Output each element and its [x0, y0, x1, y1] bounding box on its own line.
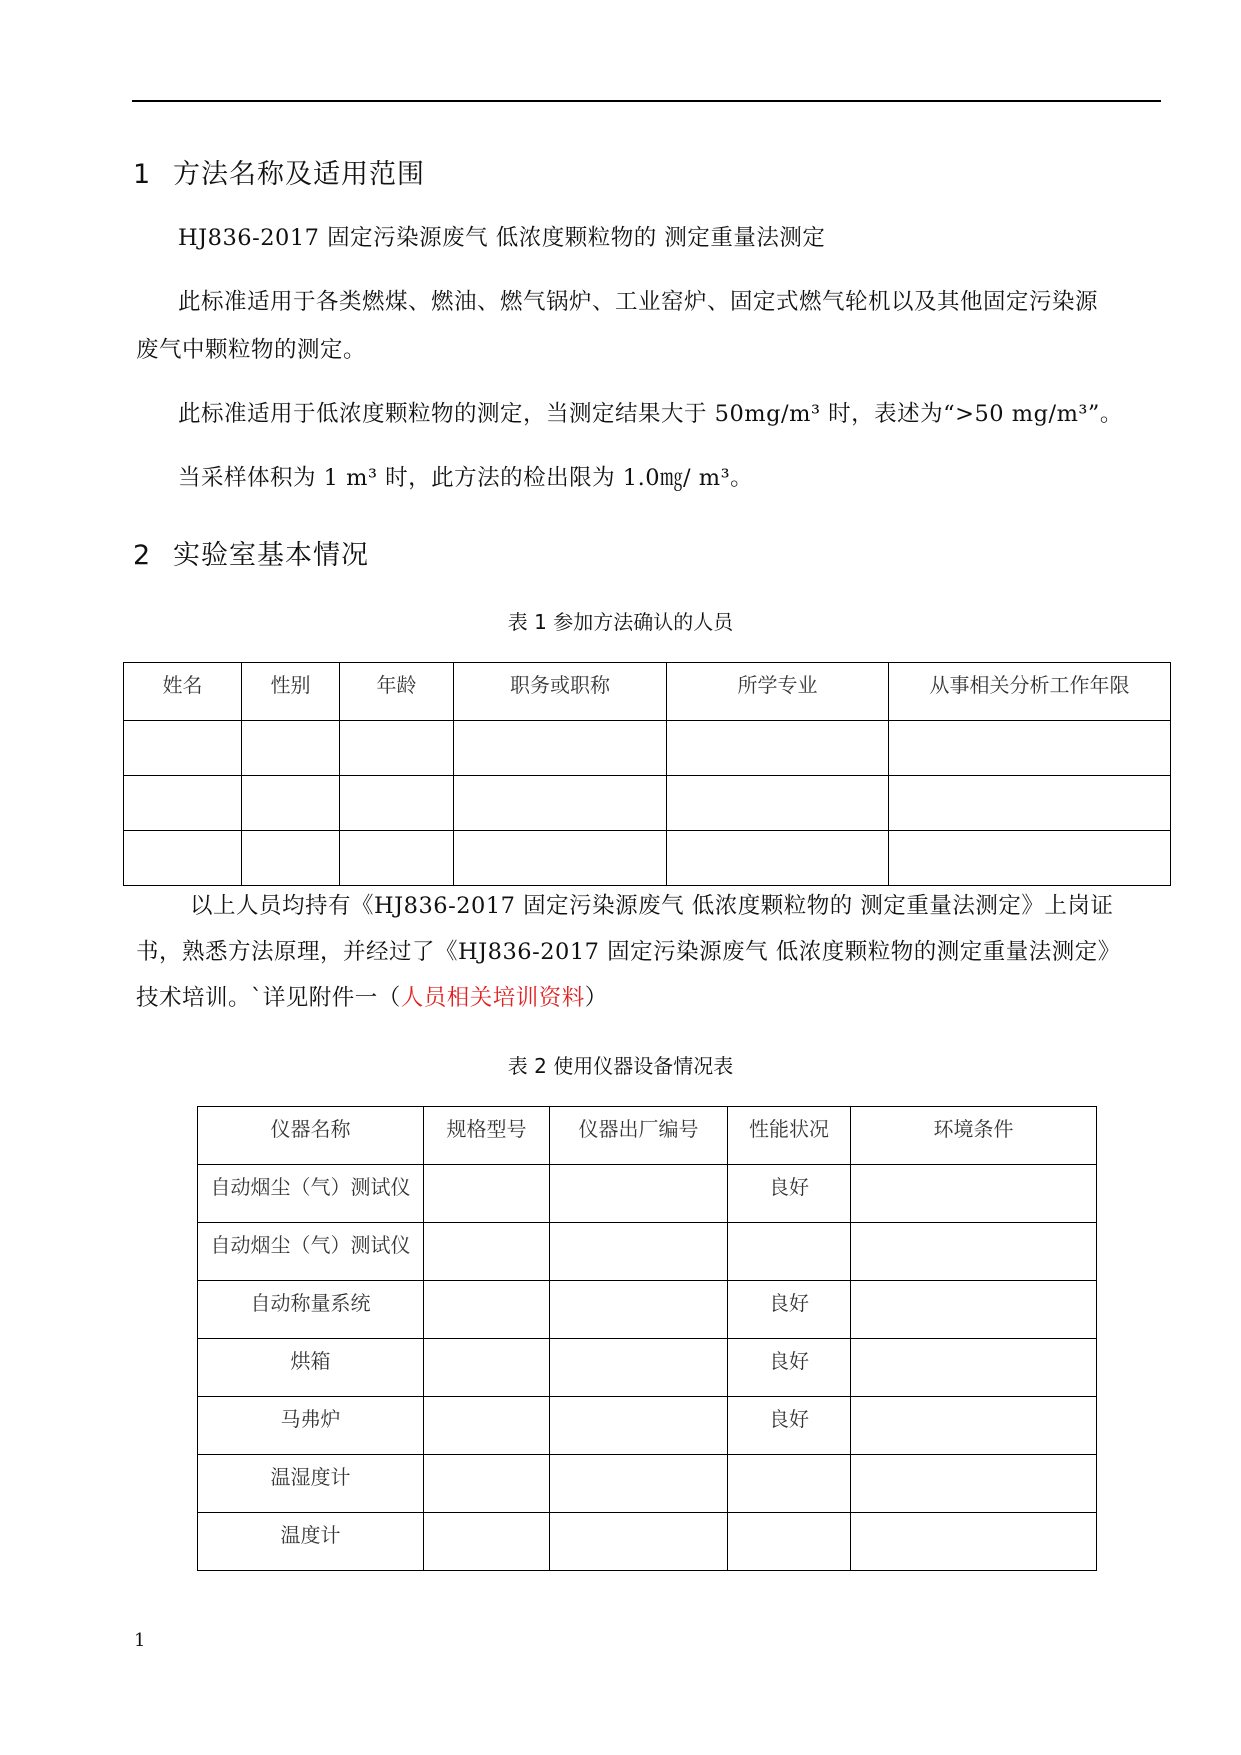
detection-limit-paragraph: 当采样体积为 1 m³ 时，此方法的检出限为 1.0㎎/ m³。	[178, 465, 754, 491]
table-cell	[124, 721, 242, 776]
table-cell	[851, 1455, 1097, 1513]
table-cell	[242, 831, 340, 886]
table-cell	[851, 1281, 1097, 1339]
personnel-note-line3	[136, 974, 1166, 1022]
table-1-caption: 表 1 参加方法确认的人员	[507, 610, 734, 634]
table-2-caption: 表 2 使用仪器设备情况表	[507, 1054, 734, 1078]
table-row	[124, 831, 1171, 886]
column-header: 仪器名称	[198, 1107, 424, 1165]
table-row	[198, 1513, 1097, 1571]
table-cell	[124, 776, 242, 831]
table-cell	[454, 776, 667, 831]
performance-status: 良好	[728, 1165, 851, 1223]
table-row	[124, 721, 1171, 776]
scope-paragraph-concentration: 此标准适用于低浓度颗粒物的测定，当测定结果大于 50mg/m³ 时，表述为“>50 mg/m³”。	[178, 401, 1123, 427]
table-cell	[550, 1281, 728, 1339]
instrument-name: 马弗炉	[198, 1397, 424, 1455]
table-cell	[424, 1281, 550, 1339]
table-row	[198, 1281, 1097, 1339]
column-header: 从事相关分析工作年限	[889, 663, 1171, 721]
table-cell	[550, 1165, 728, 1223]
table-header-row	[198, 1107, 1097, 1165]
table-cell	[454, 721, 667, 776]
performance-status: 良好	[728, 1281, 851, 1339]
instrument-name: 温湿度计	[198, 1455, 424, 1513]
personnel-note-text: 技术培训。`详见附件一（	[136, 985, 401, 1011]
performance-status	[728, 1513, 851, 1571]
table-cell	[424, 1165, 550, 1223]
scope-paragraph-line2: 废气中颗粒物的测定。	[136, 337, 367, 363]
table-cell	[242, 776, 340, 831]
scope-paragraph-line1: 此标准适用于各类燃煤、燃油、燃气锅炉、工业窑炉、固定式燃气轮机以及其他固定污染源	[178, 289, 1099, 315]
table-header-row	[124, 663, 1171, 721]
table-cell	[851, 1339, 1097, 1397]
table-cell	[242, 721, 340, 776]
column-header: 仪器出厂编号	[550, 1107, 728, 1165]
performance-status: 良好	[728, 1397, 851, 1455]
table-cell	[851, 1223, 1097, 1281]
table-row	[198, 1223, 1097, 1281]
table-row	[124, 776, 1171, 831]
method-standard-name: HJ836-2017 固定污染源废气 低浓度颗粒物的 测定重量法测定	[178, 225, 826, 251]
table-cell	[667, 721, 889, 776]
table-cell	[889, 721, 1171, 776]
table-cell	[550, 1223, 728, 1281]
page-number: 1	[134, 1630, 146, 1651]
section-1-heading	[133, 152, 425, 191]
instrument-name: 自动烟尘（气）测试仪	[198, 1223, 424, 1281]
table-cell	[550, 1455, 728, 1513]
performance-status	[728, 1223, 851, 1281]
table-cell	[340, 776, 454, 831]
table-cell	[124, 831, 242, 886]
table-cell	[340, 831, 454, 886]
column-header: 职务或职称	[454, 663, 667, 721]
table-cell	[851, 1165, 1097, 1223]
table-cell	[851, 1397, 1097, 1455]
column-header: 规格型号	[424, 1107, 550, 1165]
column-header: 年龄	[340, 663, 454, 721]
personnel-note-line1: 以上人员均持有《HJ836-2017 固定污染源废气 低浓度颗粒物的 测定重量法测定》上岗证	[190, 893, 1114, 919]
table-cell	[667, 831, 889, 886]
performance-status: 良好	[728, 1339, 851, 1397]
table-row	[198, 1455, 1097, 1513]
instrument-name: 烘箱	[198, 1339, 424, 1397]
training-materials-reference: 人员相关培训资料	[400, 985, 585, 1011]
column-header: 性别	[242, 663, 340, 721]
column-header: 性能状况	[728, 1107, 851, 1165]
table-cell	[454, 831, 667, 886]
table-cell	[851, 1513, 1097, 1571]
table-cell	[424, 1513, 550, 1571]
table-cell	[424, 1455, 550, 1513]
instrument-name: 自动称量系统	[198, 1281, 424, 1339]
table-cell	[424, 1223, 550, 1281]
performance-status	[728, 1455, 851, 1513]
table-cell	[889, 776, 1171, 831]
table-row	[198, 1397, 1097, 1455]
column-header: 环境条件	[851, 1107, 1097, 1165]
equipment-table	[197, 1106, 1097, 1571]
section-2-title: 实验室基本情况	[173, 540, 369, 571]
table-cell	[340, 721, 454, 776]
section-2-heading	[133, 533, 369, 572]
table-row	[198, 1165, 1097, 1223]
personnel-table	[123, 662, 1171, 886]
table-cell	[550, 1513, 728, 1571]
personnel-note-close: ）	[584, 985, 608, 1011]
table-cell	[550, 1397, 728, 1455]
instrument-name: 自动烟尘（气）测试仪	[198, 1165, 424, 1223]
table-cell	[424, 1397, 550, 1455]
column-header: 姓名	[124, 663, 242, 721]
table-cell	[424, 1339, 550, 1397]
header-rule	[132, 100, 1161, 102]
table-cell	[667, 776, 889, 831]
instrument-name: 温度计	[198, 1513, 424, 1571]
table-cell	[889, 831, 1171, 886]
section-1-number: 1	[133, 159, 152, 190]
table-row	[198, 1339, 1097, 1397]
personnel-note-line2: 书，熟悉方法原理，并经过了《HJ836-2017 固定污染源废气 低浓度颗粒物的测定重量法测定》	[136, 939, 1121, 965]
section-1-title: 方法名称及适用范围	[173, 159, 425, 190]
section-2-number: 2	[133, 540, 152, 571]
table-cell	[550, 1339, 728, 1397]
column-header: 所学专业	[667, 663, 889, 721]
